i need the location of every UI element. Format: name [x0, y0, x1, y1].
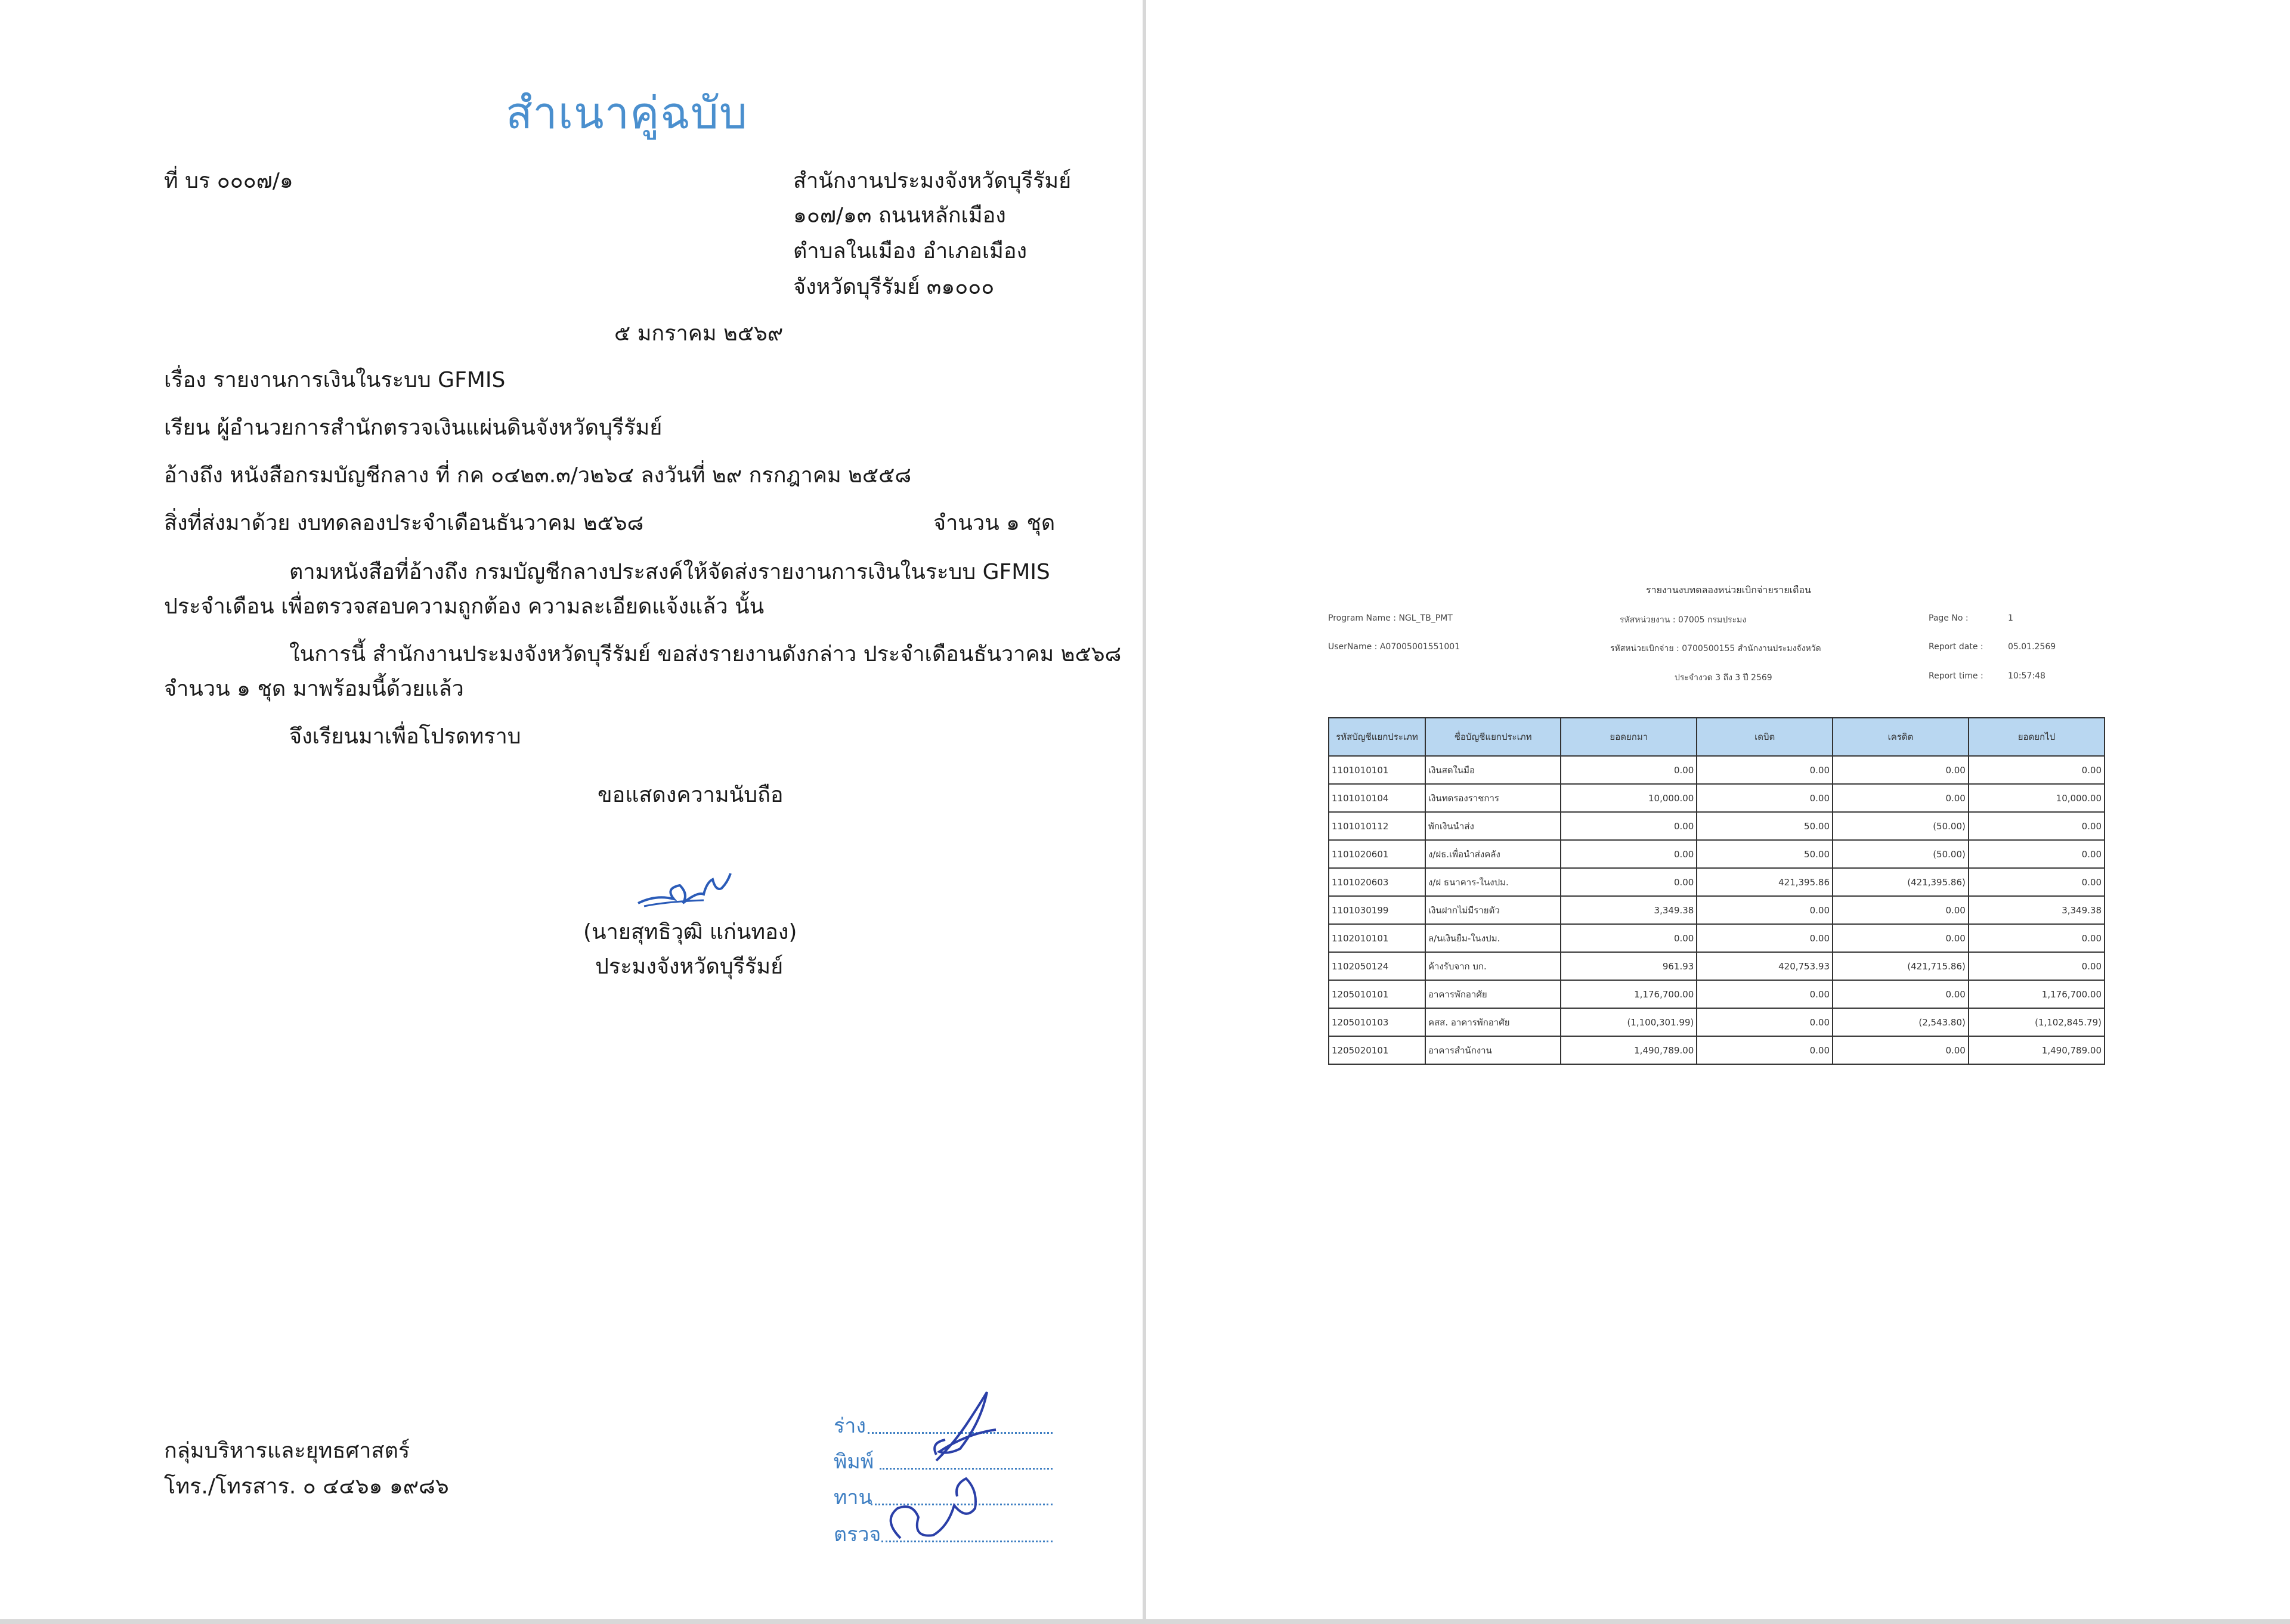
enclosure: สิ่งที่ส่งมาด้วย งบทดลองประจำเดือนธันวาคม ๒๕๖๘: [164, 511, 644, 535]
report-page: [1146, 0, 2290, 1619]
valediction: ขอแสดงความนับถือ: [598, 783, 784, 807]
paragraph-1-line-2: ประจำเดือน เพื่อตรวจสอบความถูกต้อง ความละเอียดแจ้งแล้ว นั้น: [164, 594, 765, 619]
closing-balance: 0.00: [1969, 868, 2105, 896]
opening-balance: 0.00: [1561, 840, 1697, 868]
column-header: ชื่อบัญชีแยกประเภท: [1425, 718, 1561, 756]
table-row: [1329, 840, 2105, 868]
paragraph-2-line-2: จำนวน ๑ ชุด มาพร้อมนี้ด้วยแล้ว: [164, 677, 464, 701]
column-header: ยอดยกมา: [1561, 718, 1697, 756]
table-row: [1329, 812, 2105, 840]
closing-balance: 0.00: [1969, 952, 2105, 980]
credit: (421,395.86): [1833, 868, 1969, 896]
account-code: 1205010101: [1329, 980, 1425, 1008]
agency-code: รหัสหน่วยงาน : 07005 กรมประมง: [1620, 615, 1747, 625]
debit: 0.00: [1697, 896, 1833, 924]
account-name: อาคารพักอาศัย: [1425, 980, 1561, 1008]
address-line: จังหวัดบุรีรัมย์ ๓๑๐๐๐: [793, 275, 995, 299]
initials-label: ตรวจ: [834, 1523, 881, 1546]
paragraph-1-line-1: ตามหนังสือที่อ้างถึง กรมบัญชีกลางประสงค์ให้จัดส่งรายงานการเงินในระบบ GFMIS: [289, 560, 1050, 584]
account-name: ค้างรับจาก บก.: [1425, 952, 1561, 980]
paragraph-2-line-1: ในการนี้ สำนักงานประมงจังหวัดบุรีรัมย์ ขอส่งรายงานดังกล่าว ประจำเดือนธันวาคม ๒๕๖๘: [289, 642, 1122, 667]
debit: 0.00: [1697, 784, 1833, 812]
table-row: [1329, 756, 2105, 784]
opening-balance: (1,100,301.99): [1561, 1008, 1697, 1036]
debit: 50.00: [1697, 840, 1833, 868]
copy-stamp: สำเนาคู่ฉบับ: [506, 88, 748, 139]
address-line: ตำบลในเมือง อำเภอเมือง: [793, 239, 1028, 264]
opening-balance: 0.00: [1561, 756, 1697, 784]
report-date-value: 05.01.2569: [2008, 642, 2056, 652]
account-code: 1101030199: [1329, 896, 1425, 924]
account-code: 1101010112: [1329, 812, 1425, 840]
account-name: เงินฝากไม่มีรายตัว: [1425, 896, 1561, 924]
reference: อ้างถึง หนังสือกรมบัญชีกลาง ที่ กค ๐๔๒๓.๓/ว๒๖๔ ลงวันที่ ๒๙ กรกฎาคม ๒๕๕๘: [164, 463, 912, 488]
debit: 0.00: [1697, 756, 1833, 784]
page-value: 1: [2008, 613, 2013, 623]
account-name: เงินทดรองราชการ: [1425, 784, 1561, 812]
credit: 0.00: [1833, 896, 1969, 924]
trial-balance-table: [1328, 717, 2105, 1065]
signature-image: [632, 870, 734, 918]
program-name: Program Name : NGL_TB_PMT: [1328, 613, 1453, 623]
report-date-label: Report date :: [1929, 642, 1983, 652]
closing-balance: (1,102,845.79): [1969, 1008, 2105, 1036]
reference-number: ที่ บร ๐๐๐๗/๑: [164, 169, 293, 193]
subject: เรื่อง รายงานการเงินในระบบ GFMIS: [164, 368, 506, 392]
initials-label: ทาน: [834, 1486, 872, 1510]
closing-balance: 10,000.00: [1969, 784, 2105, 812]
opening-balance: 0.00: [1561, 812, 1697, 840]
closing-balance: 1,176,700.00: [1969, 980, 2105, 1008]
closing-balance: 0.00: [1969, 840, 2105, 868]
page-label: Page No :: [1929, 613, 1969, 623]
table-row: [1329, 784, 2105, 812]
table-row: [1329, 896, 2105, 924]
closing-balance: 0.00: [1969, 756, 2105, 784]
disbursing-unit: รหัสหน่วยเบิกจ่าย : 0700500155 สำนักงานประมงจังหวัด: [1610, 644, 1821, 653]
account-name: เงินสดในมือ: [1425, 756, 1561, 784]
account-code: 1101020601: [1329, 840, 1425, 868]
debit: 0.00: [1697, 924, 1833, 952]
account-code: 1102010101: [1329, 924, 1425, 952]
cover-letter-page: [0, 0, 1143, 1619]
account-code: 1101020603: [1329, 868, 1425, 896]
credit: 0.00: [1833, 980, 1969, 1008]
opening-balance: 1,490,789.00: [1561, 1036, 1697, 1064]
closing-request: จึงเรียนมาเพื่อโปรดทราบ: [289, 724, 521, 749]
column-header: รหัสบัญชีแยกประเภท: [1329, 718, 1425, 756]
account-name: คสส. อาคารพักอาศัย: [1425, 1008, 1561, 1036]
opening-balance: 1,176,700.00: [1561, 980, 1697, 1008]
debit: 420,753.93: [1697, 952, 1833, 980]
opening-balance: 10,000.00: [1561, 784, 1697, 812]
opening-balance: 961.93: [1561, 952, 1697, 980]
report-title: รายงานงบทดลองหน่วยเบิกจ่ายรายเดือน: [1646, 584, 1812, 596]
salutation: เรียน ผู้อำนวยการสำนักตรวจเงินแผ่นดินจังหวัดบุรีรัมย์: [164, 416, 663, 440]
account-name: ล/นเงินยืม-ในงปม.: [1425, 924, 1561, 952]
table-row: [1329, 1008, 2105, 1036]
debit: 50.00: [1697, 812, 1833, 840]
debit: 0.00: [1697, 1036, 1833, 1064]
opening-balance: 0.00: [1561, 868, 1697, 896]
debit: 0.00: [1697, 980, 1833, 1008]
user-name: UserName : A07005001551001: [1328, 642, 1460, 652]
credit: 0.00: [1833, 1036, 1969, 1064]
closing-balance: 3,349.38: [1969, 896, 2105, 924]
account-name: พักเงินนำส่ง: [1425, 812, 1561, 840]
signer-name: (นายสุทธิวุฒิ แก่นทอง): [583, 920, 797, 944]
column-header: ยอดยกไป: [1969, 718, 2105, 756]
account-name: ง/ฝ ธนาคาร-ในงปม.: [1425, 868, 1561, 896]
signer-title: ประมงจังหวัดบุรีรัมย์: [595, 954, 784, 979]
credit: 0.00: [1833, 784, 1969, 812]
credit: (50.00): [1833, 840, 1969, 868]
credit: (2,543.80): [1833, 1008, 1969, 1036]
debit: 421,395.86: [1697, 868, 1833, 896]
address-line: ๑๐๗/๑๓ ถนนหลักเมือง: [793, 203, 1006, 228]
account-code: 1205020101: [1329, 1036, 1425, 1064]
report-time-label: Report time :: [1929, 671, 1983, 681]
credit: (421,715.86): [1833, 952, 1969, 980]
initials-label: พิมพ์: [834, 1450, 874, 1474]
credit: (50.00): [1833, 812, 1969, 840]
report-period: ประจำงวด 3 ถึง 3 ปี 2569: [1675, 673, 1772, 683]
account-code: 1102050124: [1329, 952, 1425, 980]
table-row: [1329, 980, 2105, 1008]
table-row: [1329, 1036, 2105, 1064]
account-code: 1101010104: [1329, 784, 1425, 812]
column-header: เครดิต: [1833, 718, 1969, 756]
table-row: [1329, 868, 2105, 896]
account-code: 1205010103: [1329, 1008, 1425, 1036]
division: กลุ่มบริหารและยุทธศาสตร์: [164, 1439, 410, 1463]
closing-balance: 1,490,789.00: [1969, 1036, 2105, 1064]
credit: 0.00: [1833, 924, 1969, 952]
column-header: เดบิต: [1697, 718, 1833, 756]
phone: โทร./โทรสาร. ๐ ๔๔๖๑ ๑๙๘๖: [164, 1474, 449, 1499]
table-row: [1329, 924, 2105, 952]
opening-balance: 0.00: [1561, 924, 1697, 952]
letter-date: ๕ มกราคม ๒๕๖๙: [614, 321, 784, 346]
initials-label: ร่าง: [834, 1414, 866, 1438]
enclosure-count: จำนวน ๑ ชุด: [933, 511, 1056, 535]
initials-signatures: [877, 1389, 1056, 1550]
account-name: ง/ฝธ.เพื่อนำส่งคลัง: [1425, 840, 1561, 868]
debit: 0.00: [1697, 1008, 1833, 1036]
account-code: 1101010101: [1329, 756, 1425, 784]
opening-balance: 3,349.38: [1561, 896, 1697, 924]
account-name: อาคารสำนักงาน: [1425, 1036, 1561, 1064]
closing-balance: 0.00: [1969, 812, 2105, 840]
credit: 0.00: [1833, 756, 1969, 784]
table-row: [1329, 952, 2105, 980]
closing-balance: 0.00: [1969, 924, 2105, 952]
table-header-row: [1329, 718, 2105, 756]
report-time-value: 10:57:48: [2008, 671, 2045, 681]
address-line: สำนักงานประมงจังหวัดบุรีรัมย์: [793, 169, 1072, 193]
